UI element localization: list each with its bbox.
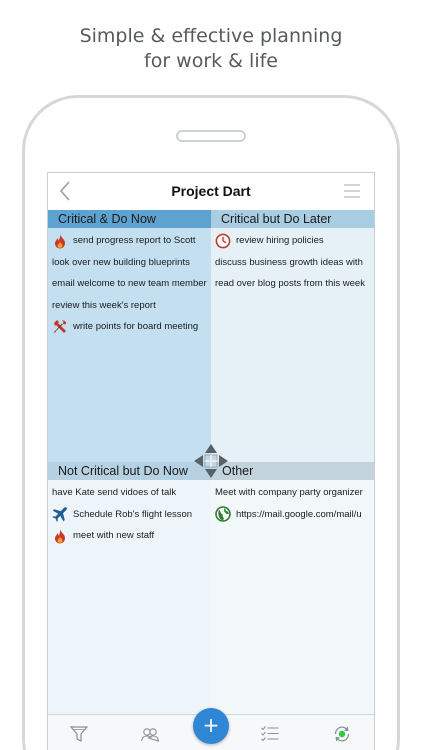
- task-text: email welcome to new team member: [52, 278, 207, 290]
- checklist-icon[interactable]: [260, 724, 280, 744]
- clock-icon: [215, 233, 231, 249]
- quadrant-title: Critical but Do Later: [211, 210, 374, 228]
- task-item[interactable]: [48, 504, 211, 526]
- nav-bar: [48, 173, 374, 210]
- task-item[interactable]: [48, 316, 211, 338]
- task-text: look over new building blueprints: [52, 256, 190, 268]
- move-arrows-icon[interactable]: [193, 443, 229, 479]
- task-text: write points for board meeting: [73, 321, 199, 333]
- task-text: have Kate send vidoes of talk: [52, 487, 177, 499]
- headline: [0, 24, 422, 74]
- quadrant-title: Not Critical but Do Now: [48, 462, 211, 480]
- task-text: discuss business growth ideas with: [215, 256, 363, 268]
- task-item[interactable]: [211, 230, 374, 252]
- tools-icon: [52, 319, 68, 335]
- task-text: review this week's report: [52, 299, 156, 311]
- fire-icon: [52, 528, 68, 544]
- quadrant-title: Critical & Do Now: [48, 210, 211, 228]
- fire-icon: [52, 233, 68, 249]
- task-item[interactable]: [48, 482, 211, 504]
- task-text: Schedule Rob's flight lesson: [73, 508, 193, 520]
- task-item[interactable]: [211, 482, 374, 504]
- quadrant-not-critical-do-now[interactable]: [48, 462, 211, 714]
- quadrant-other[interactable]: [211, 462, 374, 714]
- headline-line-1: Simple & effective planning: [79, 25, 343, 47]
- task-item[interactable]: [211, 504, 374, 526]
- add-task-button[interactable]: +: [193, 708, 229, 744]
- task-item[interactable]: [48, 252, 211, 274]
- task-item[interactable]: [211, 252, 374, 274]
- task-item[interactable]: [48, 525, 211, 547]
- task-item[interactable]: [211, 273, 374, 295]
- app-screen: [47, 172, 375, 750]
- task-text: meet with new staff: [73, 530, 155, 542]
- phone-speaker: [176, 130, 246, 142]
- quadrant-critical-do-later[interactable]: [211, 210, 374, 462]
- quadrant-critical-do-now[interactable]: [48, 210, 211, 462]
- task-text: read over blog posts from this week: [215, 278, 365, 290]
- globe-icon: [215, 506, 231, 522]
- task-item[interactable]: [48, 230, 211, 252]
- filter-icon[interactable]: [69, 724, 89, 744]
- task-item[interactable]: [48, 273, 211, 295]
- page-title: Project Dart: [171, 183, 251, 199]
- task-item[interactable]: [48, 295, 211, 317]
- task-text: send progress report to Scott: [73, 235, 196, 247]
- airplane-icon: [52, 506, 68, 522]
- task-text: review hiring policies: [236, 235, 324, 247]
- headline-line-2: for work & life: [144, 50, 278, 72]
- people-icon[interactable]: [140, 724, 160, 744]
- hamburger-menu-icon[interactable]: [344, 183, 360, 199]
- task-text: Meet with company party organizer: [215, 487, 363, 499]
- quadrant-title: Other: [211, 462, 374, 480]
- sync-icon[interactable]: [332, 724, 352, 744]
- task-text: https://mail.google.com/mail/u: [236, 508, 362, 520]
